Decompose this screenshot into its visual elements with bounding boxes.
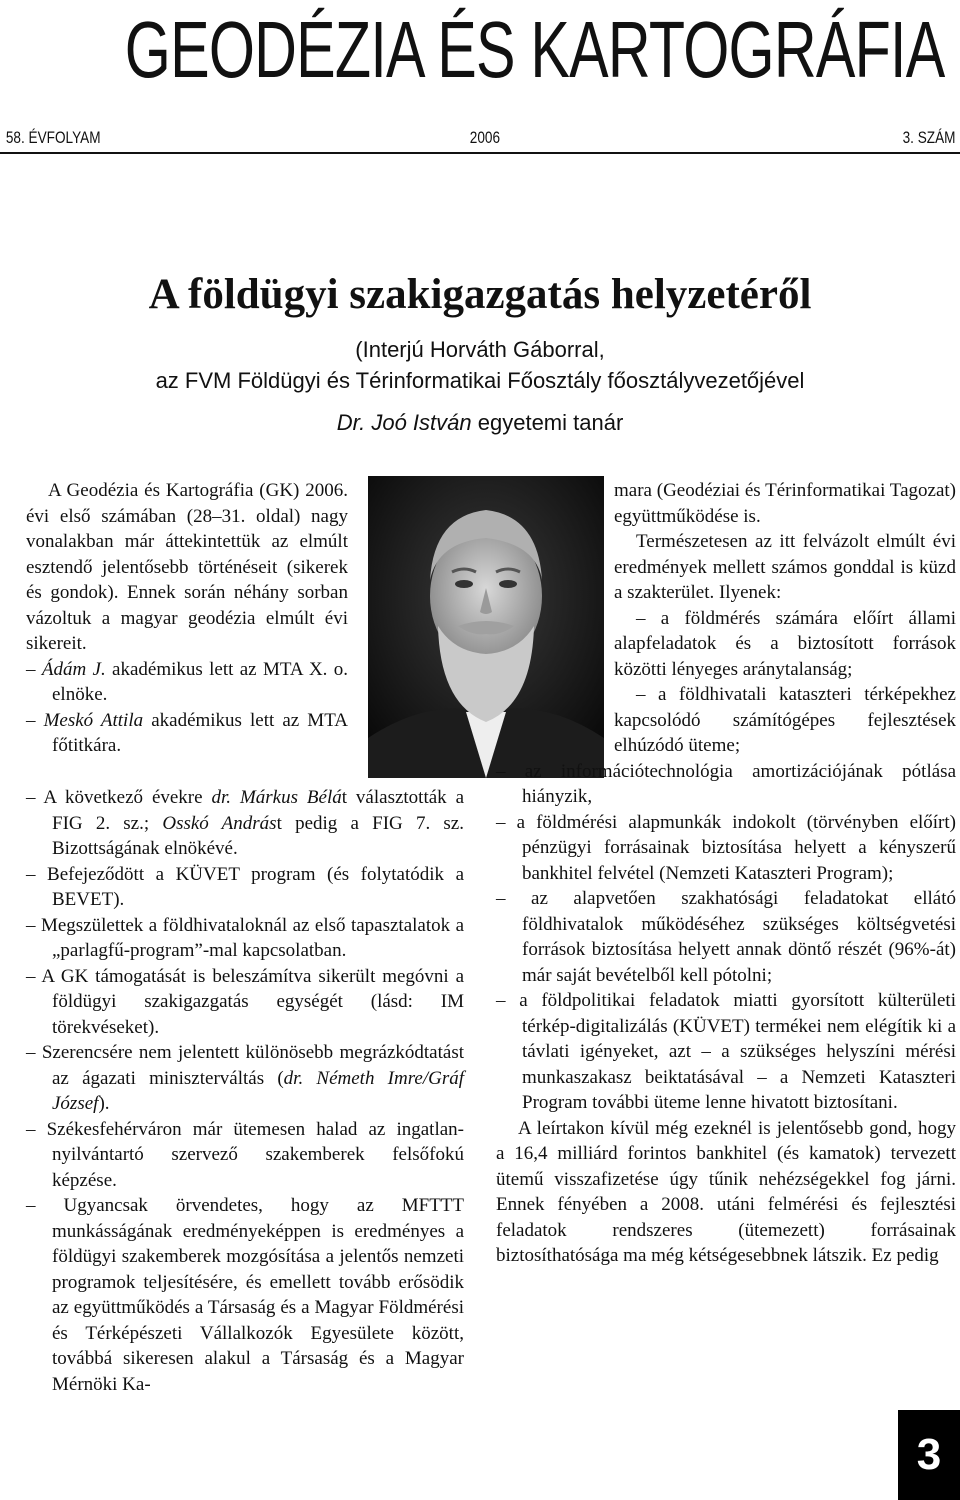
problem-budget: – az alapvetően szakhatósági feladatokat ellátó földhivatalok működéséhez szükséges költségvetési források biztosítása helyett annak döntő részét (96%-át) már saját bevételből kell pótolni;	[496, 888, 956, 986]
bullet-gk-text: A GK támogatását is beleszámítva sikerült megóvni a földügyi szakigazgatás egységét (lásd: IM törekvéseket).	[41, 965, 465, 1038]
bullet-parlagfu: – Megszülettek a földhivataloknál az első tapasztalatok a „parlagfű-program”-mal kapcsolatban.	[26, 914, 465, 961]
issue-label: 3. SZÁM	[902, 128, 956, 147]
intro-paragraph: A Geodézia és Kartográfia (GK) 2006. évi első számában (28–31. oldal) nagy vonalakban már áttekintettük az elmúlt esztendő jelentősebb történéseit (sikerek és gondok). Ennek során néhány sorban vázoltuk a magyar geodézia elmúlt évi sikereit.	[26, 480, 348, 654]
name-nemeth-graf: dr. Németh Imre/Gráf József	[52, 1067, 465, 1114]
bullet-minister-a: Szerencsére nem jelentett különösebb megrázkódtatást az ágazati miniszterváltás (	[41, 1042, 464, 1089]
header-rule	[0, 152, 960, 154]
bullet-kuvet-text: Befejeződött a KÜVET program (és folytatódik a BEVET).	[47, 863, 465, 910]
name-mesko: Meskó Attila	[43, 709, 144, 731]
problem-bankloan: – a földmérési alapmunkák indokolt (törvényben előírt) pénzügyi forrásainak biztosítása helyett a kényszerű bankhitel felvétel (Nemzeti Kataszteri Program);	[496, 811, 956, 884]
subtitle-line-2: az FVM Földügyi és Térinformatikai Főosztály főosztályvezetőjével	[155, 368, 805, 393]
left-column-lower	[26, 785, 464, 1397]
name-ossko: Osskó András	[162, 812, 277, 834]
problem-cadastre: – a földhivatali kataszteri térképekhez kapcsolódó számítógépes fejlesztések elhúzódó üteme;	[614, 684, 956, 756]
bullet-minister: – Szerencsére nem jelentett különösebb megrázkódtatást az ágazati miniszterváltás (dr. Németh Imre/Gráf József).	[26, 1042, 465, 1114]
page-number: 3	[898, 1410, 960, 1500]
author-name: Dr. Joó István	[336, 410, 472, 435]
name-markus: Márkus Bélá	[239, 787, 342, 808]
right-column	[496, 478, 956, 1269]
left-column-upper	[26, 478, 348, 759]
volume-label: 58. ÉVFOLYAM	[5, 128, 101, 147]
article-subtitle	[0, 334, 960, 396]
bullet-kuvet: – Befejeződött a KÜVET program (és folytatódik a BEVET).	[26, 863, 465, 910]
bullet-mfttt-text: Ugyancsak örvendetes, hogy az MFTTT munkásságának eredményeképpen is eredményes a földügyi szakemberek mozgósítása a jelentős nemzeti programok teljesítésére, és emellett tovább erősödik az együttműködés a Társaság és a Magyar Földmérési és Térképészeti Vállalkozók Egyesülete között, továbbá sikeresen alakul a Társaság és a Magyar Mérnöki Ka-	[52, 1195, 465, 1395]
bullet-fig-b: t választották a FIG 2. sz.;	[52, 787, 465, 834]
author-line	[0, 410, 960, 436]
bullet-fig-space	[231, 787, 240, 808]
problem-digitalization: – a földpolitikai feladatok miatti gyorsított külterületi térkép-digitalizálás (KÜVET) termékei nem elégítik ki a távlati igényeket, azt – a szükséges helyszíni mérési munkaszakasz beiktatásával – a Nemzeti Kataszteri Program további üteme lenne hivatott biztosítani.	[496, 990, 956, 1113]
year-label: 2006	[469, 128, 501, 147]
bullet-szekesfehervar-text: Székesfehérváron már ütemesen halad az ingatlan-nyilvántartó szervező szakemberek felsőfokú képzése.	[46, 1118, 465, 1191]
bullet-minister-b: ).	[98, 1093, 110, 1114]
bullet-parlagfu-text: Megszülettek a földhivataloknál az első tapasztalatok a „parlagfű-program”-mal kapcsolatban.	[40, 914, 465, 961]
bullet-adam: – Ádám J. akadémikus lett az MTA X. o. elnöke.	[26, 658, 349, 705]
subtitle-line-1: (Interjú Horváth Gáborral,	[355, 337, 605, 362]
title-dr: dr.	[211, 787, 232, 808]
journal-title: GEODÉZIA ÉS KARTOGRÁFIA	[124, 5, 945, 94]
bullet-szekesfehervar: – Székesfehérváron már ütemesen halad az ingatlan-nyilvántartó szervező szakemberek felsőfokú képzése.	[26, 1118, 465, 1191]
bullet-adam-text: akadémikus lett az MTA X. o. elnöke.	[52, 658, 349, 705]
bullet-fig: – A következő évekre dr. Márkus Bélát választották a FIG 2. sz.; Osskó Andrást pedig a FIG 7. sz. Bizottságának elnökévé.	[26, 787, 465, 859]
article-title: A földügyi szakigazgatás helyzetéről	[148, 271, 812, 318]
bullet-mesko: – Meskó Attila akadémikus lett az MTA főtitkára.	[26, 709, 349, 756]
bullet-mesko-text: akadémikus lett az MTA főtitkára.	[52, 709, 349, 756]
author-role: egyetemi tanár	[477, 410, 624, 435]
bullet-fig-a: A következő évekre	[43, 787, 212, 808]
name-adam: Ádám J.	[41, 658, 106, 680]
bullet-fig-c: t pedig a FIG 7. sz. Bizottságának elnökévé.	[52, 812, 464, 859]
right-problems-intro: Természetesen az itt felvázolt elmúlt évi eredmények mellett számos gonddal is küzd a szakterület. Ilyenek:	[614, 531, 956, 603]
bullet-mfttt: – Ugyancsak örvendetes, hogy az MFTTT munkásságának eredményeképpen is eredményes a földügyi szakemberek mozgósítása a jelentős nemzeti programok teljesítésére, és emellett tovább erősödik az együttműködés a Társaság és a Magyar Földmérési és Térképészeti Vállalkozók Egyesülete között, továbbá sikeresen alakul a Társaság és a Magyar Mérnöki Ka-	[26, 1195, 465, 1395]
bullet-gk: – A GK támogatását is beleszámítva sikerült megóvni a földügyi szakigazgatás egységét (lásd: IM törekvéseket).	[26, 965, 465, 1038]
closing-paragraph: A leírtakon kívül még ezeknél is jelentősebb gond, hogy a 16,4 milliárd forintos bankhitel (és kamatok) tervezett ütemű visszafizetése úgy tűnik nehézségekkel fog járni. Ennek fényében a 2008. utáni felmérési és fejlesztési feladatok rendszeres (ütemezett) forrásainak biztosíthatósága ma még kétségesebbnek látszik. Ez pedig	[496, 1117, 956, 1266]
problem-funding: – a földmérés számára előírt állami alapfeladatok és a biztosított források közötti lényeges aránytalanság;	[614, 607, 956, 680]
right-continuation: mara (Geodéziai és Térinformatikai Tagozat) együttműködése is.	[614, 480, 956, 527]
problem-it: – az információtechnológia amortizációjának pótlása hiányzik,	[496, 760, 956, 807]
